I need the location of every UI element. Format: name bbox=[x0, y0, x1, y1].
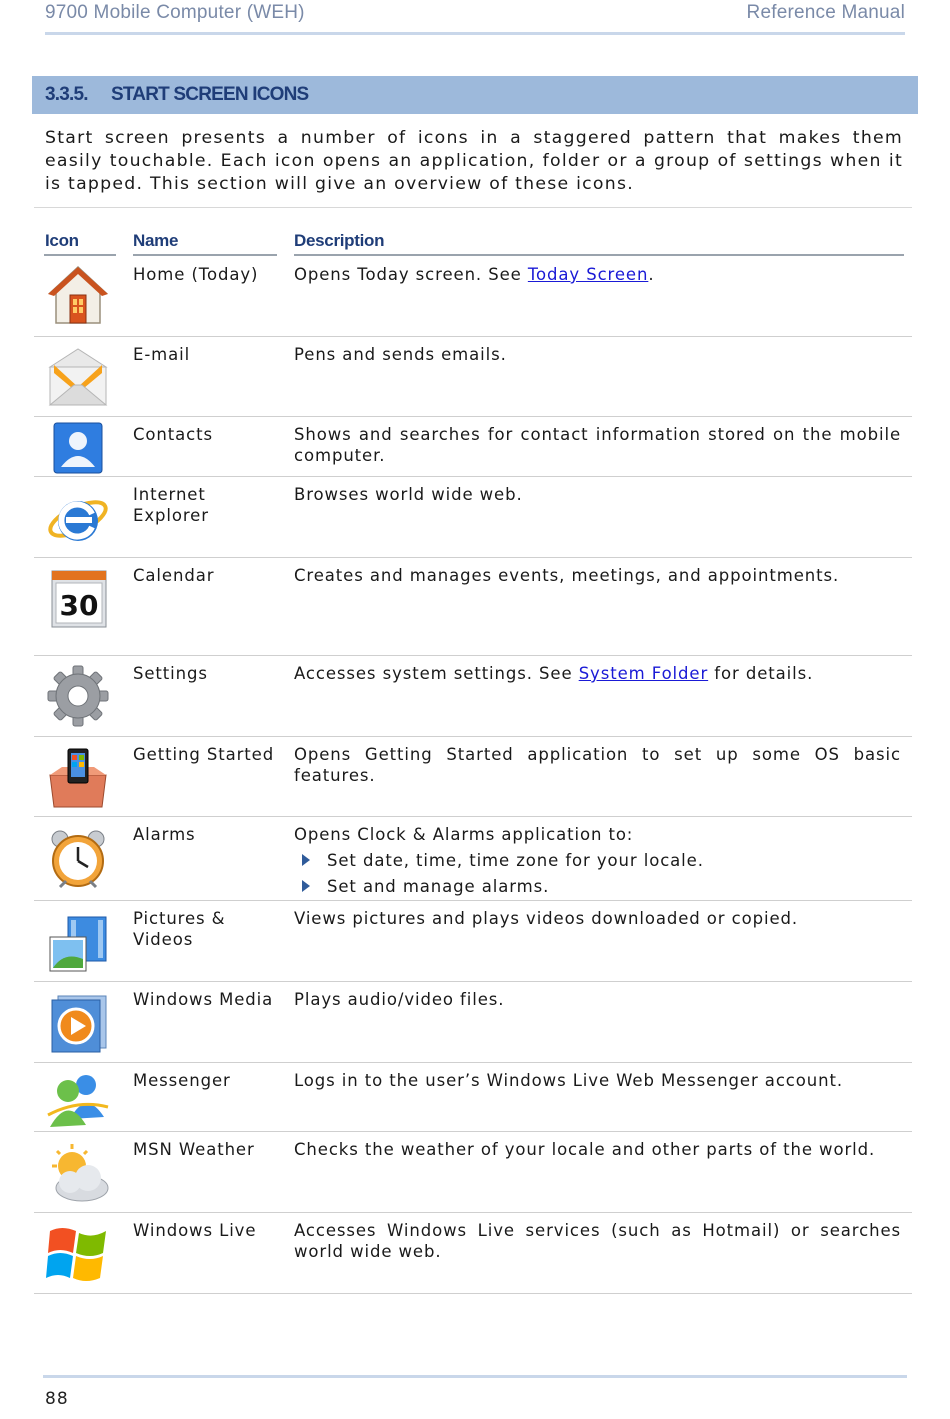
table-row bbox=[34, 257, 912, 337]
row-name: Home (Today) bbox=[133, 265, 259, 284]
table-row bbox=[34, 337, 912, 417]
header-divider bbox=[45, 32, 905, 35]
email-icon bbox=[46, 345, 110, 409]
bullet-item: Set and manage alarms. bbox=[294, 876, 901, 897]
table-row bbox=[34, 1213, 912, 1294]
alarm-clock-icon bbox=[46, 827, 110, 891]
column-header-description: Description bbox=[294, 231, 385, 250]
row-name: Settings bbox=[133, 664, 208, 683]
section-title: START SCREEN ICONS bbox=[111, 84, 309, 105]
column-underline-description bbox=[294, 254, 904, 256]
table-row bbox=[34, 982, 912, 1063]
row-description: Accesses system settings. See System Folder for details. bbox=[294, 664, 814, 683]
intro-paragraph: Start screen presents a number of icons in a staggered pattern that makes them easily touchable. Each icon opens an application, folder or a group of settings when it is tapped. This section will give an overview of these icons. bbox=[45, 128, 903, 194]
bullet-arrow-icon bbox=[302, 880, 310, 892]
table-row bbox=[34, 1132, 912, 1213]
row-name: Messenger bbox=[133, 1071, 231, 1090]
row-name: Alarms bbox=[133, 825, 196, 844]
pictures-videos-icon bbox=[46, 911, 110, 975]
table-row bbox=[34, 817, 912, 901]
row-description: Browses world wide web. bbox=[294, 485, 523, 504]
table-row bbox=[34, 737, 912, 817]
msn-weather-icon bbox=[46, 1142, 110, 1206]
row-name: E-mail bbox=[133, 345, 191, 364]
bullet-item: Set date, time, time zone for your locale. bbox=[294, 850, 901, 871]
windows-live-icon bbox=[46, 1221, 110, 1285]
row-name: Pictures & Videos bbox=[133, 909, 226, 949]
row-name: Windows Live bbox=[133, 1221, 257, 1240]
calendar-icon bbox=[46, 567, 110, 631]
settings-gear-icon bbox=[46, 664, 110, 728]
table-row bbox=[34, 1063, 912, 1132]
windows-media-icon bbox=[46, 992, 110, 1056]
row-description: Checks the weather of your locale and other parts of the world. bbox=[294, 1140, 876, 1159]
messenger-icon bbox=[46, 1069, 110, 1133]
today-screen-link[interactable]: Today Screen bbox=[527, 265, 649, 284]
header-manual-type: Reference Manual bbox=[746, 2, 905, 23]
header-document-title: 9700 Mobile Computer (WEH) bbox=[45, 2, 305, 23]
column-underline-icon bbox=[44, 254, 116, 256]
row-name: Contacts bbox=[133, 425, 213, 444]
intro-divider bbox=[34, 207, 912, 208]
column-header-name: Name bbox=[133, 231, 179, 250]
section-heading bbox=[32, 76, 918, 114]
row-description: Opens Clock & Alarms application to: Set date, time, time zone for your locale. Set and manage alarms. bbox=[294, 824, 901, 897]
home-icon bbox=[46, 263, 110, 327]
table-row bbox=[34, 901, 912, 982]
row-divider bbox=[34, 1293, 912, 1294]
row-description: Shows and searches for contact information stored on the mobile computer. bbox=[294, 425, 901, 465]
row-name: Internet Explorer bbox=[133, 485, 209, 525]
row-description: Opens Getting Started application to set up some OS basic features. bbox=[294, 745, 901, 785]
row-description: Plays audio/video files. bbox=[294, 990, 505, 1009]
footer-divider bbox=[43, 1375, 907, 1378]
row-name: Calendar bbox=[133, 566, 215, 585]
table-row bbox=[34, 558, 912, 656]
row-name: Getting Started bbox=[133, 745, 275, 764]
row-description: Logs in to the user’s Windows Live Web Messenger account. bbox=[294, 1071, 843, 1090]
getting-started-icon bbox=[46, 745, 110, 809]
row-name: MSN Weather bbox=[133, 1140, 255, 1159]
contacts-icon bbox=[46, 421, 110, 475]
table-row bbox=[34, 417, 912, 477]
row-description: Opens Today screen. See Today Screen. bbox=[294, 265, 655, 284]
row-name: Windows Media bbox=[133, 990, 274, 1009]
row-description: Views pictures and plays videos downloaded or copied. bbox=[294, 909, 799, 928]
bullet-arrow-icon bbox=[302, 854, 310, 866]
svg-text:30: 30 bbox=[59, 589, 99, 622]
row-description: Creates and manages events, meetings, and appointments. bbox=[294, 566, 840, 585]
system-folder-link[interactable]: System Folder bbox=[578, 664, 709, 683]
page-number: 88 bbox=[45, 1389, 69, 1409]
row-description: Accesses Windows Live services (such as Hotmail) or searches world wide web. bbox=[294, 1221, 901, 1261]
table-row bbox=[34, 656, 912, 737]
column-header-icon: Icon bbox=[45, 231, 79, 250]
section-number: 3.3.5. bbox=[45, 84, 88, 105]
internet-explorer-icon bbox=[46, 487, 110, 551]
page-header bbox=[45, 2, 905, 32]
column-underline-name bbox=[133, 254, 277, 256]
row-description: Pens and sends emails. bbox=[294, 345, 507, 364]
table-row bbox=[34, 477, 912, 558]
